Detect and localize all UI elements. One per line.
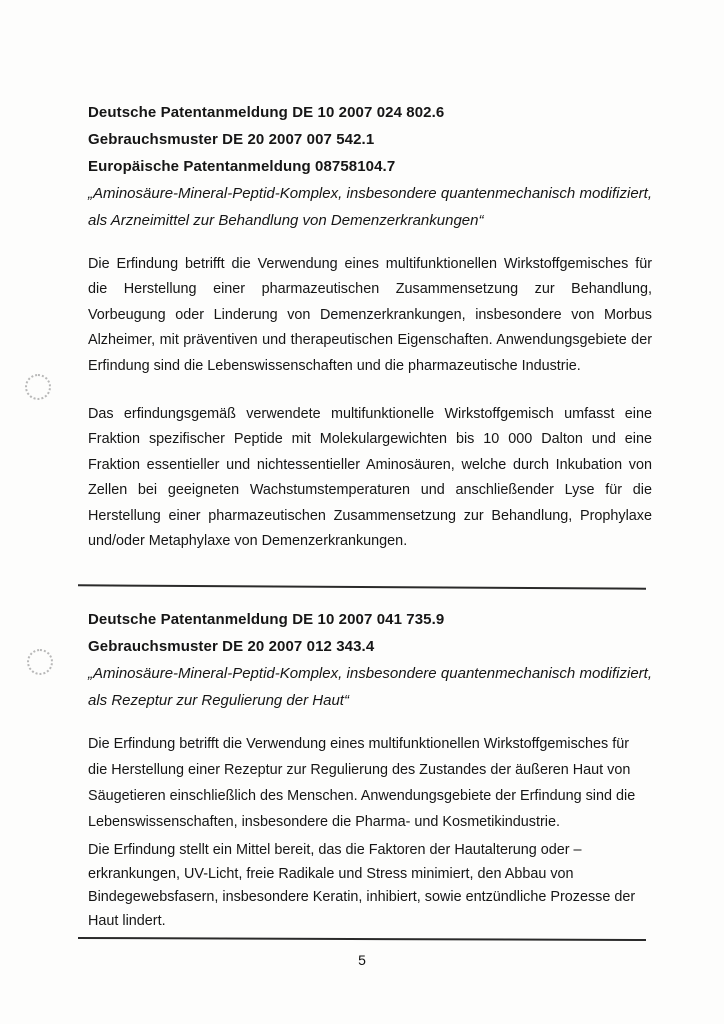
invention-title-quote: „Aminosäure-Mineral-Peptid-Komplex, insbesondere quantenmechanisch modifiziert, als Rezeptur zur Regulierung der Haut“ xyxy=(88,665,652,709)
abstract-paragraph: Die Erfindung betrifft die Verwendung eines multifunktionellen Wirkstoffgemisches für die Herstellung einer pharmazeutischen Zusammensetzung zur Behandlung, Vorbeugung oder Linderung von Demenzerkrankungen, insbesondere von Morbus Alzheimer, mit präventiven und therapeutischen Eigenschaften. Anwendungsgebiete der Erfindung sind die Lebenswissenschaften und die pharmazeutische Industrie. xyxy=(88,256,652,374)
section-1-headings xyxy=(88,99,652,180)
page-number: 5 xyxy=(358,952,366,968)
abstract-paragraph: Die Erfindung betrifft die Verwendung eines multifunktionellen Wirkstoffgemisches für die Herstellung einer Rezeptur zur Regulierung des Zustandes der äußeren Haut von Säugetieren einschließlich des Menschen. Anwendungsgebiete der Erfindung sind die Lebenswissenschaften, insbesondere die Pharma- und Kosmetikindustrie. xyxy=(88,736,636,830)
section-2-headings xyxy=(88,606,652,660)
utility-model-heading: Gebrauchsmuster DE 20 2007 012 343.4 xyxy=(88,638,375,655)
punch-hole-icon xyxy=(25,374,51,400)
abstract-paragraph: Das erfindungsgemäß verwendete multifunktionelle Wirkstoffgemisch umfasst eine Fraktion spezifischer Peptide mit Molekulargewichten bis 10 000 Dalton und eine Fraktion essentieller und nichtessentieller Aminosäuren, welche durch Inkubation von Zellen bei geeigneten Wachstumstemperaturen und anschließender Lyse für die Herstellung einer pharmazeutischen Zusammensetzung zur Behandlung, Prophylaxe und/oder Metaphylaxe von Demenzerkrankungen. xyxy=(88,406,652,550)
patent-application-heading: Deutsche Patentanmeldung DE 10 2007 024 802.6 xyxy=(88,104,445,121)
invention-title-quote: „Aminosäure-Mineral-Peptid-Komplex, insbesondere quantenmechanisch modifiziert, als Arzneimittel zur Behandlung von Demenzerkrankungen“ xyxy=(88,185,652,229)
abstract-paragraph: Die Erfindung stellt ein Mittel bereit, das die Faktoren der Hautalterung oder – erkrankungen, UV-Licht, freie Radikale und Stress minimiert, den Abbau von Bindegewebsfasern, insbesondere Keratin, inhibiert, sowie entzündliche Prozesse der Haut lindert. xyxy=(88,842,636,929)
document-content xyxy=(88,0,652,1024)
punch-hole-icon xyxy=(27,649,53,675)
european-application-heading: Europäische Patentanmeldung 08758104.7 xyxy=(88,158,396,175)
footer-divider xyxy=(78,937,646,941)
utility-model-heading: Gebrauchsmuster DE 20 2007 007 542.1 xyxy=(88,131,375,148)
section-divider xyxy=(78,584,646,589)
patent-application-heading: Deutsche Patentanmeldung DE 10 2007 041 735.9 xyxy=(88,611,445,628)
